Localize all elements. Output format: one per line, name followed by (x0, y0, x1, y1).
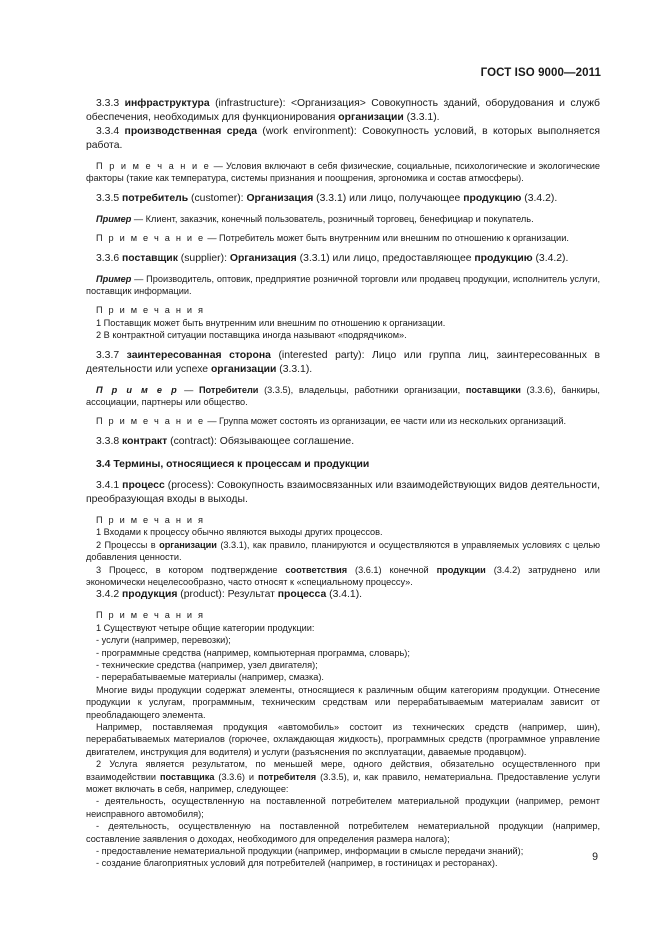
list-item: - деятельность, осуществленную на поставленной потребителем материальной продукции (например, ремонт неисправного автомобиля); (86, 796, 600, 819)
example-3-3-6: Пример — Производитель, оптовик, предприятие розничной торговли или продавец продукции, исполнитель услуги, поставщик информации. (86, 273, 600, 297)
section-heading-3-4: 3.4 Термины, относящиеся к процессам и продукции (96, 458, 370, 470)
note-2-3-4-2: 2 Услуга является результатом, по меньшей мере, одного действия, обязательно осуществленного при взаимодействии поставщика (3.3.6) и потребителя (3.3.5), и, как правило, нематериальна. Предоставление услуги может включать в себя, например, следующее: (86, 759, 601, 794)
note-3-3-5: П р и м е ч а н и е — Потребитель может быть внутренним или внешним по отношению к организации. (96, 233, 569, 244)
term-3-3-6: 3.3.6 поставщик (supplier): Организация (3.3.1) или лицо, предоставляющее продукцию (3.4.2). (96, 252, 569, 264)
list-item: - технические средства (например, узел двигателя); (96, 659, 318, 670)
note-1-3-4-2: 1 Существуют четыре общие категории продукции: (96, 622, 315, 633)
note-1-3-4-1: 1 Входами к процессу обычно являются выходы других процессов. (96, 527, 383, 538)
term-3-3-4: 3.3.4 производственная среда (work environment): Совокупность условий, в которых выполняется работа. (86, 126, 600, 151)
note-3-3-4: П р и м е ч а н и е — Условия включают в себя физические, социальные, психологические и экологические факторы (такие как температура, системы признания и поощрения, эргономика и состав атмосферы). (86, 161, 600, 184)
note-2-3-3-6: 2 В контрактной ситуации поставщика иногда называют «подрядчиком». (96, 330, 407, 341)
term-3-3-8: 3.3.8 контракт (contract): Обязывающее соглашение. (96, 435, 355, 447)
term-3-3-7: 3.3.7 заинтересованная сторона (interested party): Лицо или группа лиц, заинтересованных в деятельности или успехе организации (3.3.1). (86, 349, 601, 375)
page-number: 9 (592, 851, 598, 863)
note-text-categories: Многие виды продукции содержат элементы, относящиеся к различным общим категориям продукции. Отнесение продукции к услугам, программным, техническим средствам или перерабатываемым материалам зависит от преобладающего элемента. (86, 684, 600, 720)
example-3-3-7: П р и м е р — Потребители (3.3.5), владельцы, работники организации, поставщики (3.3.6), банкиры, ассоциации, партнеры или общество. (86, 384, 600, 408)
list-item: - перерабатываемые материалы (например, смазка). (96, 672, 324, 683)
page-content (86, 97, 600, 870)
notes-label-3-4-2: П р и м е ч а н и я (96, 610, 205, 621)
list-item: - деятельность, осуществленную на поставленной потребителем нематериальной продукции (например, составление заявления о доходах, необходимого для определения размера налога); (86, 821, 600, 844)
notes-label-3-3-6: П р и м е ч а н и я (96, 305, 205, 316)
term-3-3-3: 3.3.3 инфраструктура (infrastructure): <Организация> Совокупность зданий, оборудования и служб обеспечения, необходимых для функционирования организации (3.3.1). (86, 98, 601, 123)
note-1-3-3-6: 1 Поставщик может быть внутренним или внешним по отношению к организации. (96, 317, 446, 328)
notes-label-3-4-1: П р и м е ч а н и я (96, 514, 205, 525)
example-3-3-5: Пример — Клиент, заказчик, конечный пользователь, розничный торговец, бенефициар и покупатель. (96, 213, 534, 224)
note-3-3-7: П р и м е ч а н и е — Группа может состоять из организации, ее части или из нескольких организаций. (96, 416, 567, 427)
list-item: - предоставление нематериальной продукции (например, информации в смысле передачи знаний); (96, 846, 524, 857)
standard-header: ГОСТ ISO 9000—2011 (480, 67, 601, 79)
note-3-3-4-1: 3 Процесс, в котором подтверждение соответствия (3.6.1) конечной продукции (3.4.2) затруднено или экономически нецелесообразно, часто относят к «специальному процессу». (86, 564, 600, 587)
list-item: - создание благоприятных условий для потребителей (например, в гостиницах и ресторанах). (96, 858, 498, 869)
list-item: - программные средства (например, компьютерная программа, словарь); (96, 647, 410, 658)
term-3-4-2: 3.4.2 продукция (product): Результат процесса (3.4.1). (96, 589, 363, 601)
term-3-3-5: 3.3.5 потребитель (customer): Организация (3.3.1) или лицо, получающее продукцию (3.4.2). (96, 192, 558, 204)
list-item: - услуги (например, перевозки); (96, 635, 231, 646)
note-text-car-example: Например, поставляемая продукция «автомобиль» состоит из технических средств (например, шин), перерабатываемых материалов (горючее, охлаждающая жидкость), программных средств (программное управление двигателем, инструкция для водителя) и услуги (разъяснения по эксплуатации, даваемые продавцом). (86, 721, 600, 757)
note-2-3-4-1: 2 Процессы в организации (3.3.1), как правило, планируются и осуществляются в управляемых условиях с целью добавления ценности. (86, 539, 601, 563)
term-3-4-1: 3.4.1 процесс (process): Совокупность взаимосвязанных или взаимодействующих видов деятельности, преобразующая входы в выходы. (86, 479, 600, 505)
